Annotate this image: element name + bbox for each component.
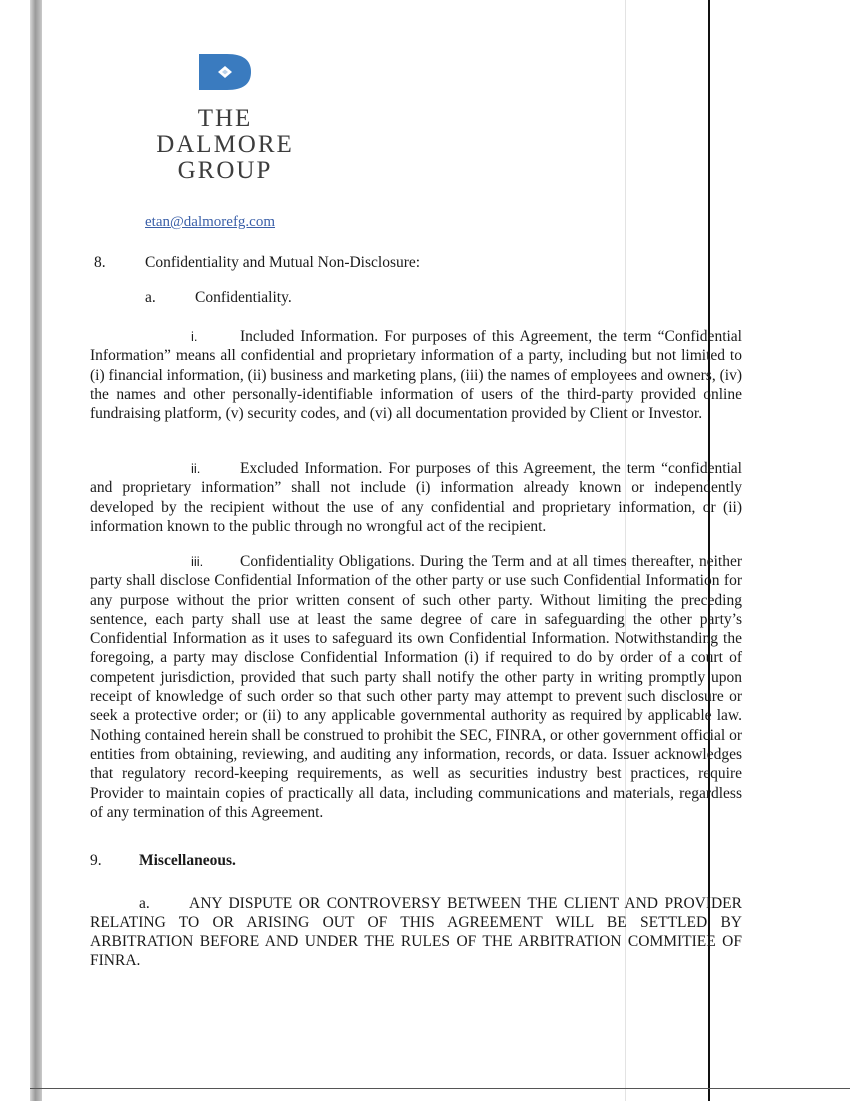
item-text: Included Information. For purposes of this Agreement, the term “Confidential Information” means all confidential and proprietary information of a party, including but not limited to (i) financial information, (ii) business and marketing plans, (iii) the names of employees and owners, (iv) the names and other personally-identifiable information of users of the third-party provided online fundraising platform, (v) security codes, and (vi) all documentation provided by Client or Investor.	[90, 328, 742, 423]
item-numeral: iii.	[191, 554, 204, 569]
logo-line-2: DALMORE	[156, 131, 294, 158]
item-numeral: i.	[191, 329, 198, 344]
scan-artifact-horizontal-line	[30, 1088, 850, 1089]
item-text: Excluded Information. For purposes of this Agreement, the term “confidential and proprietary information” shall not include (i) information already known or independently developed by the recipient without the use of any confidential and proprietary information, or (ii) information known to the public through no wrongful act of the recipient.	[90, 460, 742, 535]
dalmore-logo	[140, 52, 310, 184]
item-text: Confidentiality Obligations. During the Term and at all times thereafter, neither party shall disclose Confidential Information of the other party or use such Confidential Information for any purpose without the prior written consent of such other party. Without limiting the preceding sentence, each party shall use at least the same degree of care in safeguarding the other party’s Confidential Information as it uses to safeguard its own Confidential Information. Notwithstanding the foregoing, a party may disclose Confidential Information (i) if required to do by order of a court of competent jurisdiction, provided that such party shall notify the other party in writing promptly upon receipt of knowledge of such order so that such other party may attempt to prevent such disclosure or seek a protective order; or (ii) to any applicable governmental authority as required by applicable law. Nothing contained herein shall be construed to prohibit the SEC, FINRA, or other government official or entities from obtaining, reviewing, and auditing any information, records, or data. Issuer acknowledges that regulatory record-keeping requirements, as well as securities industry best practices, require Provider to maintain copies of practically all data, including communications and materials, regardless of any termination of this Agreement.	[90, 553, 742, 821]
logo-d-mark-icon	[197, 52, 253, 92]
confidentiality-item-iii	[90, 552, 742, 822]
confidentiality-item-ii	[90, 459, 742, 536]
logo-line-1: THE	[197, 105, 253, 132]
section-8-number: 8.	[94, 254, 106, 271]
confidentiality-item-i	[90, 327, 742, 423]
section-8-title: Confidentiality and Mutual Non-Disclosure:	[145, 254, 421, 271]
item-letter: a.	[139, 895, 150, 912]
logo-line-3: GROUP	[177, 157, 273, 184]
item-numeral: ii.	[191, 461, 201, 476]
section-9-number: 9.	[90, 852, 102, 869]
scan-binding-shadow	[30, 0, 42, 1101]
section-9-title: Miscellaneous.	[139, 852, 236, 869]
subsection-a-title: Confidentiality.	[195, 289, 292, 306]
miscellaneous-item-a	[90, 894, 742, 970]
subsection-a-letter: a.	[145, 289, 156, 306]
email-link[interactable]: etan@dalmorefg.com	[145, 214, 276, 230]
item-text: ANY DISPUTE OR CONTROVERSY BETWEEN THE CLIENT AND PROVIDER RELATING TO OR ARISING OUT OF THIS AGREEMENT WILL BE SETTLED BY ARBITRATION BEFORE AND UNDER THE RULES OF THE ARBITRATION COMMITIEE OF FINRA.	[90, 895, 742, 969]
